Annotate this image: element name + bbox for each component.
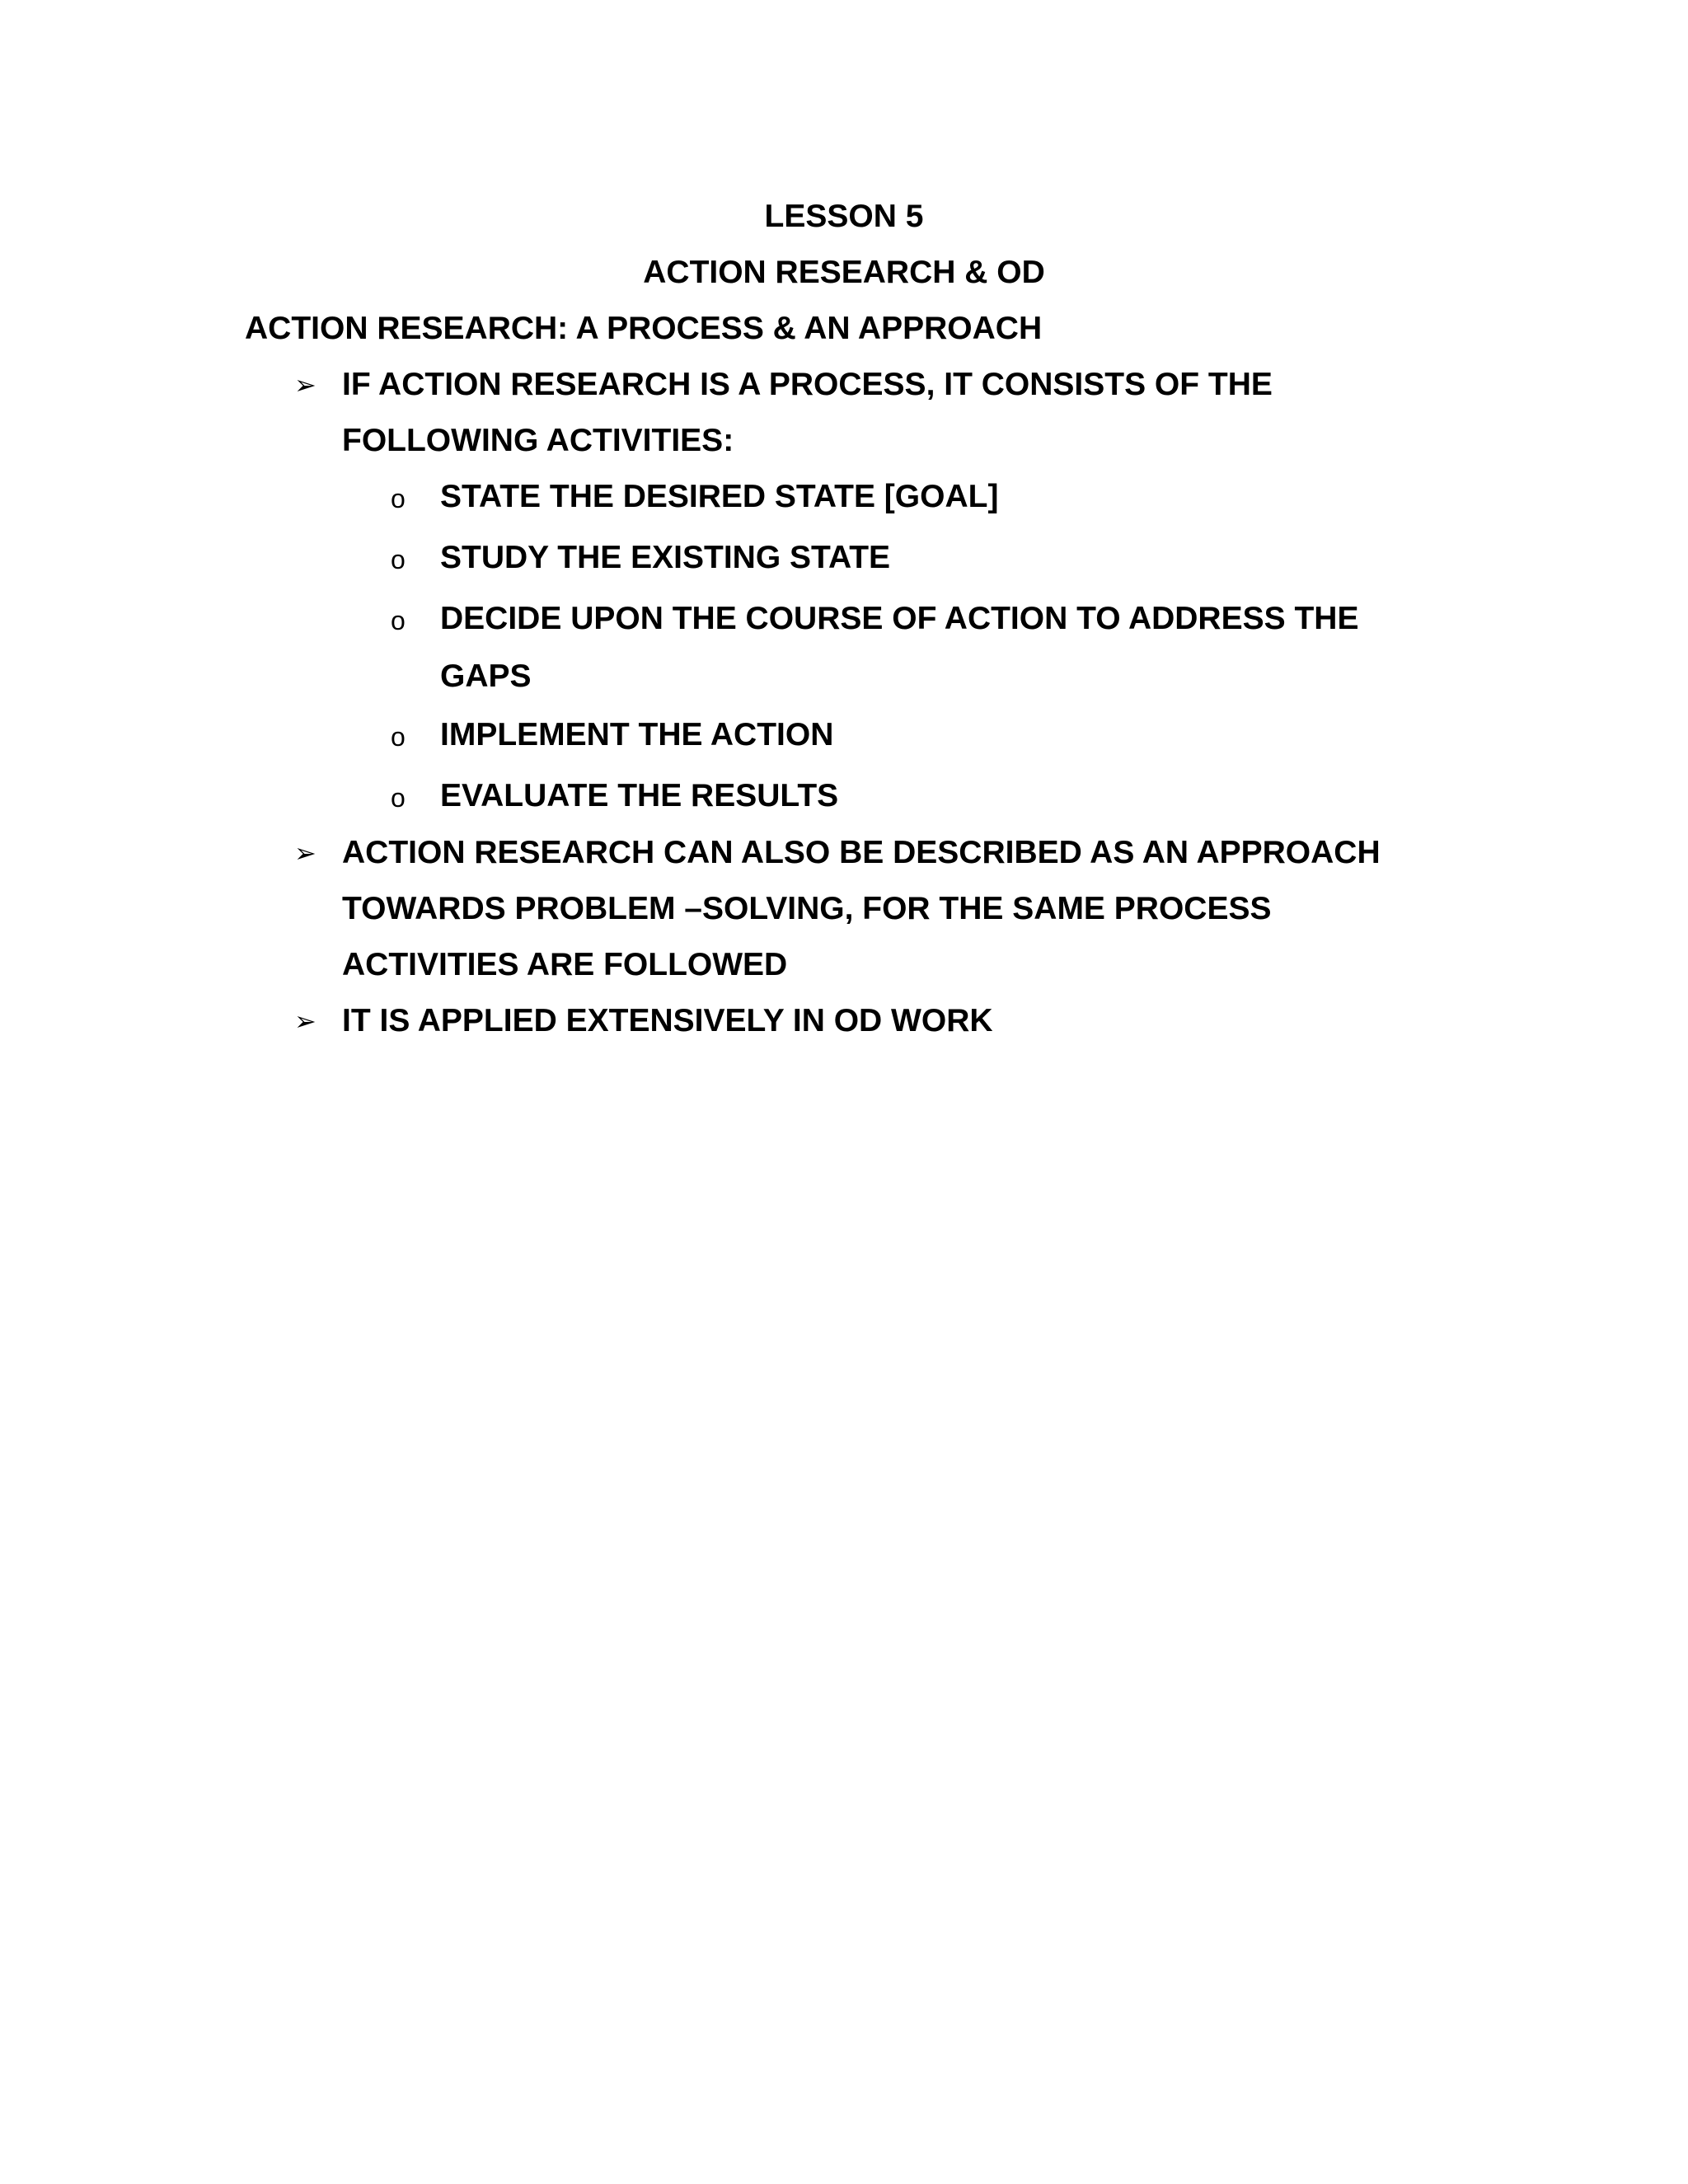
- bullet-text-line: ACTIVITIES ARE FOLLOWED: [342, 947, 788, 982]
- sub-item-text: IMPLEMENT THE ACTION: [440, 717, 834, 752]
- sub-item-text: EVALUATE THE RESULTS: [440, 778, 839, 813]
- page-title: ACTION RESEARCH & OD: [643, 255, 1045, 290]
- circle-bullet-icon: o: [391, 545, 406, 574]
- bullet-text-line: FOLLOWING ACTIVITIES:: [342, 423, 734, 458]
- bullet-text-line: TOWARDS PROBLEM –SOLVING, FOR THE SAME PROCESS: [342, 891, 1272, 926]
- lesson-number: LESSON 5: [764, 199, 924, 234]
- circle-bullet-icon: o: [391, 722, 406, 752]
- bullet-text-line: ACTION RESEARCH CAN ALSO BE DESCRIBED AS AN APPROACH: [342, 835, 1381, 870]
- arrow-bullet-icon: ➢: [294, 1006, 316, 1036]
- circle-bullet-icon: o: [391, 606, 406, 635]
- arrow-bullet-icon: ➢: [294, 838, 316, 868]
- arrow-bullet-icon: ➢: [294, 370, 316, 400]
- bullet-text-line: IT IS APPLIED EXTENSIVELY IN OD WORK: [342, 1003, 993, 1038]
- sub-item-text: STUDY THE EXISTING STATE: [440, 540, 891, 575]
- circle-bullet-icon: o: [391, 783, 406, 813]
- sub-item-text: STATE THE DESIRED STATE [GOAL]: [440, 479, 999, 514]
- sub-item-text: DECIDE UPON THE COURSE OF ACTION TO ADDRESS THE: [440, 601, 1359, 636]
- section-heading: ACTION RESEARCH: A PROCESS & AN APPROACH: [245, 311, 1043, 346]
- sub-item-text: GAPS: [440, 658, 532, 694]
- circle-bullet-icon: o: [391, 484, 406, 513]
- bullet-text-line: IF ACTION RESEARCH IS A PROCESS, IT CONSISTS OF THE: [342, 367, 1273, 402]
